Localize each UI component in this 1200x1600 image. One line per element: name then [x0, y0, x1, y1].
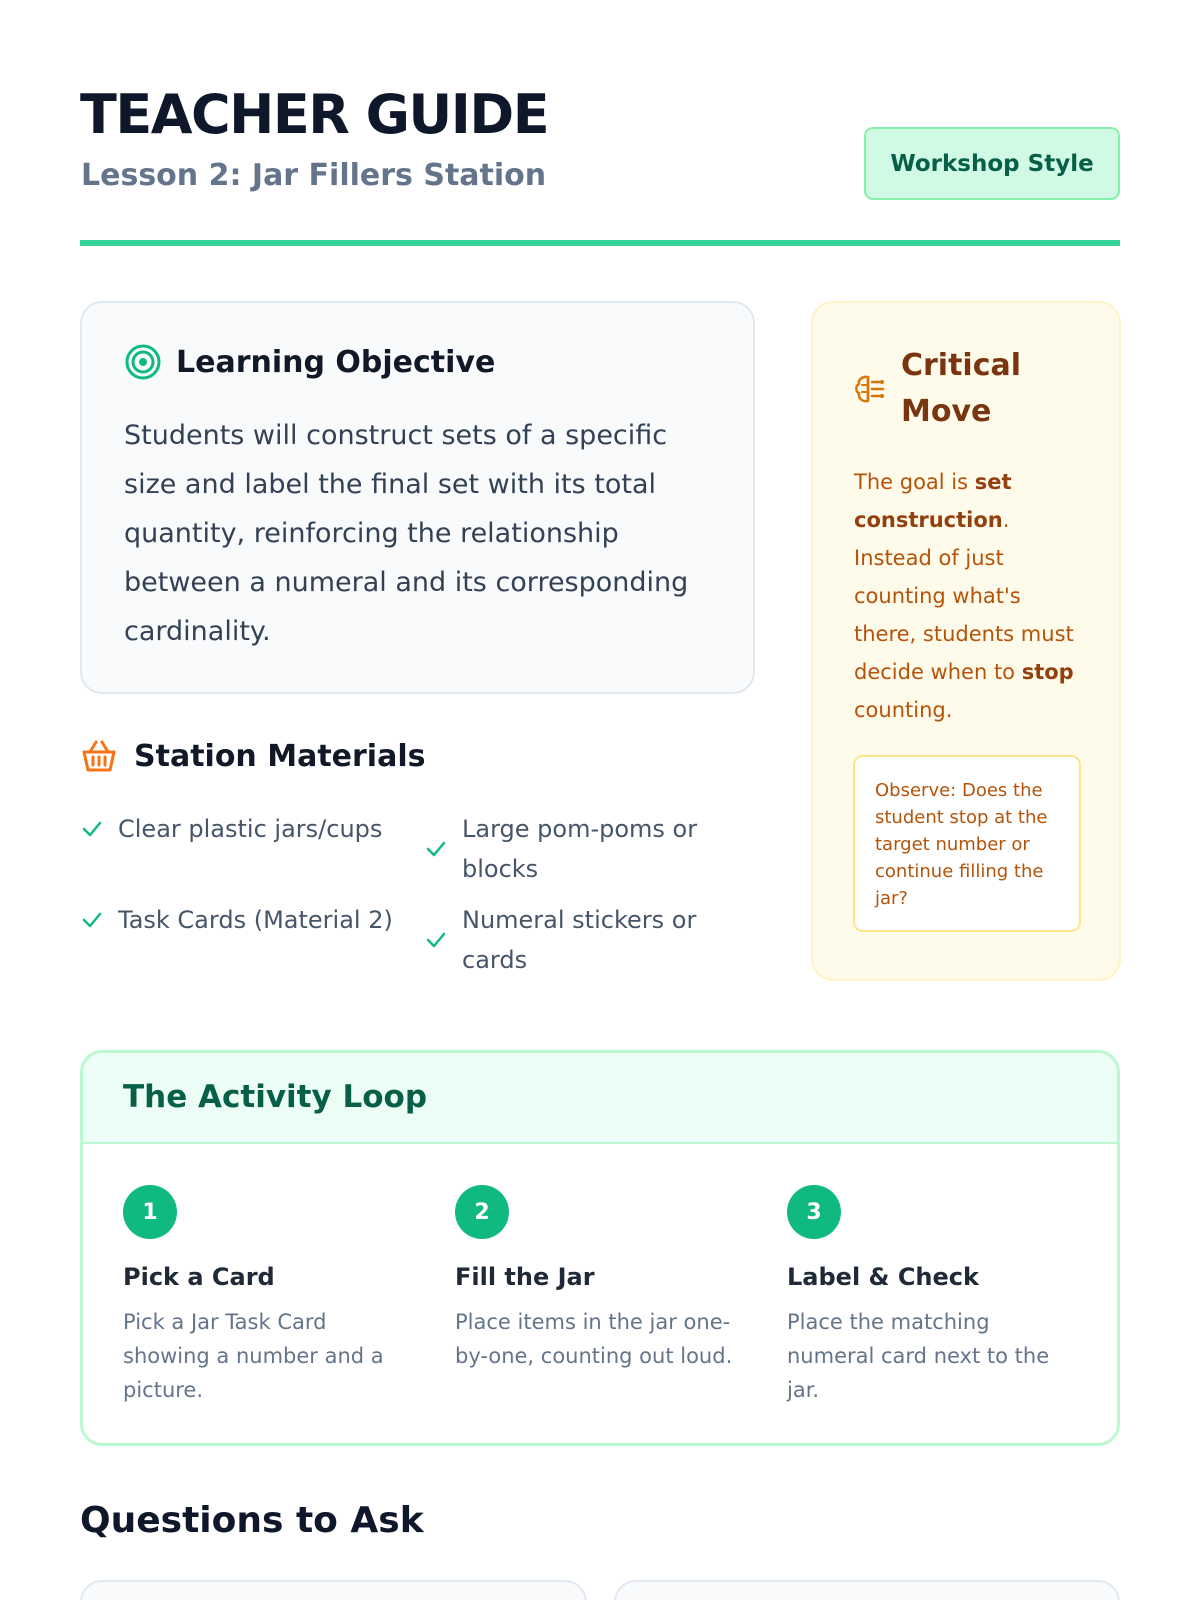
step-title: Pick a Card	[123, 1263, 275, 1291]
critical-move-header	[853, 343, 1041, 435]
step-description: Pick a Jar Task Card showing a number and a picture.	[123, 1310, 384, 1402]
questions-title: Questions to Ask	[80, 1500, 424, 1541]
page-title: TEACHER GUIDE	[80, 83, 549, 146]
material-item-label: Clear plastic jars/cups	[118, 815, 383, 843]
material-item	[424, 809, 724, 889]
emphasis-text: stop	[1021, 660, 1074, 684]
question-card	[80, 1580, 587, 1600]
question-card	[614, 1580, 1120, 1600]
material-item-label: Numeral stickers or cards	[462, 906, 697, 974]
activity-loop-title: The Activity Loop	[123, 1079, 428, 1115]
activity-step	[455, 1185, 740, 1373]
check-icon	[80, 908, 104, 932]
target-icon	[124, 343, 162, 381]
station-materials-header	[80, 737, 425, 775]
material-item-label: Large pom-poms or blocks	[462, 815, 698, 883]
critical-move-text: The goal is set construction. Instead of just counting what's there, students must decide when to stop counting.	[854, 470, 1074, 722]
observe-note: Observe: Does the student stop at the target number or continue filling the jar?	[853, 755, 1081, 932]
material-item	[424, 900, 724, 980]
material-item	[80, 809, 410, 849]
check-icon	[424, 837, 448, 861]
workshop-style-badge: Workshop Style	[864, 127, 1120, 200]
learning-objective-header	[124, 343, 495, 381]
step-number-badge: 3	[787, 1185, 841, 1239]
header-divider	[80, 240, 1120, 246]
step-description: Place the matching numeral card next to the jar.	[787, 1310, 1050, 1402]
activity-step	[787, 1185, 1072, 1407]
learning-objective-title: Learning Objective	[176, 344, 496, 380]
step-title: Label & Check	[787, 1263, 979, 1291]
teacher-guide-page	[80, 0, 1120, 1600]
activity-loop-header	[83, 1053, 1117, 1144]
station-materials-title: Station Materials	[134, 738, 426, 774]
basket-icon	[80, 737, 118, 775]
step-number-badge: 2	[455, 1185, 509, 1239]
check-icon	[80, 817, 104, 841]
critical-move-card	[811, 301, 1121, 981]
activity-loop-card	[80, 1050, 1120, 1446]
check-icon	[424, 928, 448, 952]
step-description: Place items in the jar one-by-one, counting out loud.	[455, 1310, 733, 1368]
lesson-subtitle: Lesson 2: Jar Fillers Station	[81, 158, 547, 193]
learning-objective-text: Students will construct sets of a specific size and label the final set with its total quantity, reinforcing the relationship between a numeral and its corresponding cardinality.	[124, 420, 689, 647]
material-item-label: Task Cards (Material 2)	[118, 906, 393, 934]
critical-move-title: Critical Move	[901, 348, 1022, 429]
activity-step	[123, 1185, 408, 1407]
step-title: Fill the Jar	[455, 1263, 595, 1291]
brain-icon	[853, 372, 887, 406]
material-item	[80, 900, 410, 940]
learning-objective-card	[80, 301, 755, 694]
step-number-badge: 1	[123, 1185, 177, 1239]
emphasis-text: set construction	[854, 470, 1012, 532]
